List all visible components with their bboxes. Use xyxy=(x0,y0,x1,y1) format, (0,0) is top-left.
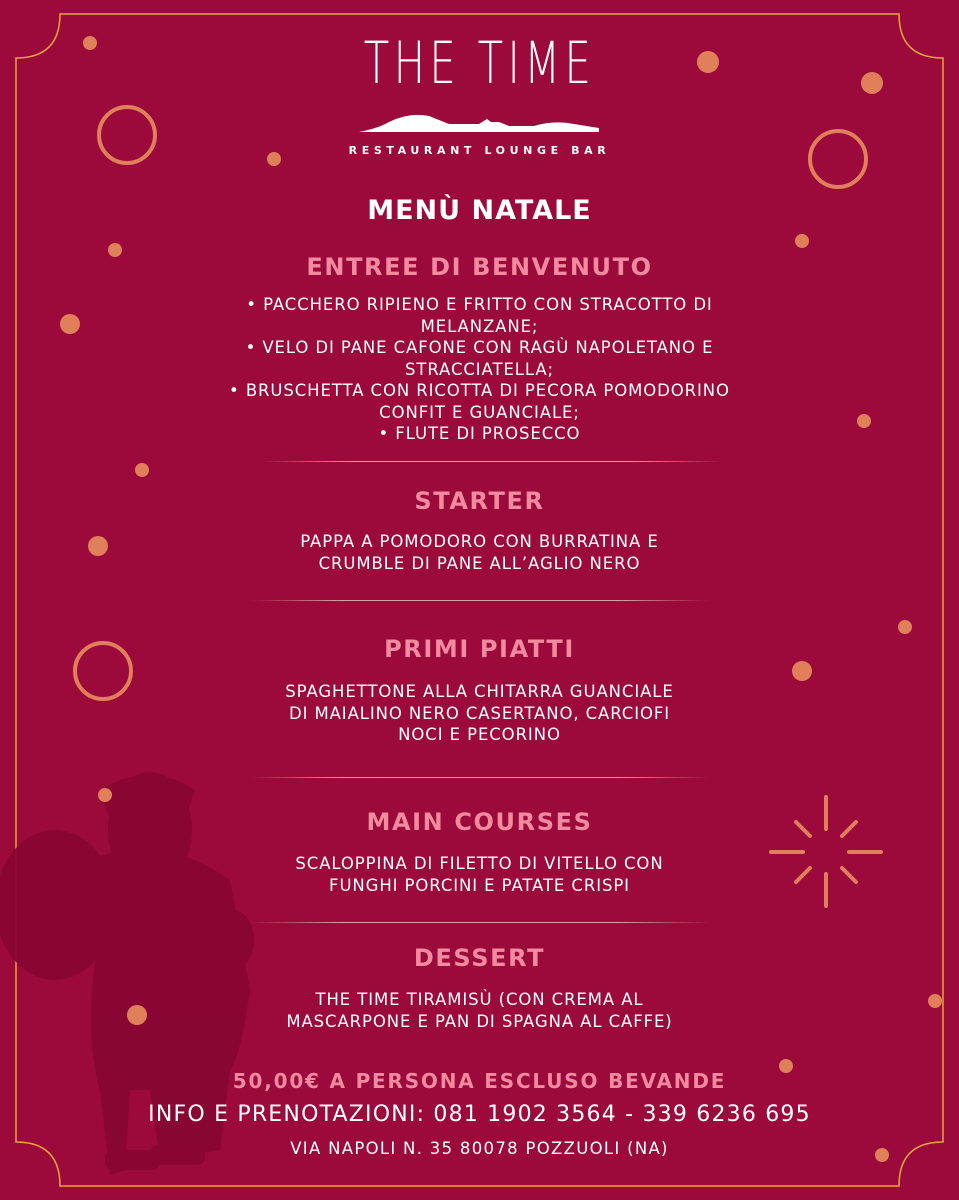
menu-line: PAPPA A POMODORO CON BURRATINA E xyxy=(300,532,659,551)
menu-line: SCALOPPINA DI FILETTO DI VITELLO CON xyxy=(295,854,664,873)
section-title-entree: ENTREE DI BENVENUTO xyxy=(306,253,653,281)
volcano-skyline-icon xyxy=(359,110,599,134)
menu-line: • FLUTE DI PROSECCO xyxy=(378,424,581,443)
menu-line: STRACCIATELLA; xyxy=(405,359,554,379)
menu-title: MENÙ NATALE xyxy=(367,195,592,226)
menu-line: • PACCHERO RIPIENO E FRITTO CON STRACOTTO DI xyxy=(246,295,713,314)
menu-line: • VELO DI PANE CAFONE CON RAGÙ NAPOLETANO E xyxy=(245,338,714,357)
section-title-dessert: DESSERT xyxy=(413,944,546,972)
menu-line: NOCI E PECORINO xyxy=(398,725,561,744)
booking-info: INFO E PRENOTAZIONI: 081 1902 3564 - 339 6236 695 xyxy=(148,1102,811,1127)
brand-logo-title: THE TIME xyxy=(363,29,596,97)
section-divider xyxy=(250,600,710,601)
menu-line: CRUMBLE DI PANE ALL’AGLIO NERO xyxy=(318,553,641,573)
menu-line: THE TIME TIRAMISÙ (CON CREMA AL xyxy=(315,990,644,1009)
section-body-starter xyxy=(0,531,959,574)
brand-tagline: RESTAURANT LOUNGE BAR xyxy=(348,144,611,157)
menu-line: • BRUSCHETTA CON RICOTTA DI PECORA POMODORINO xyxy=(229,381,730,400)
menu-line: DI MAIALINO NERO CASERTANO, CARCIOFI xyxy=(288,703,671,723)
section-divider xyxy=(262,461,722,462)
section-title-primi: PRIMI PIATTI xyxy=(384,635,575,663)
section-title-starter: STARTER xyxy=(414,487,545,515)
section-body-dessert xyxy=(0,989,959,1032)
price-line: 50,00€ A PERSONA ESCLUSO BEVANDE xyxy=(232,1069,727,1093)
menu-line: MASCARPONE E PAN DI SPAGNA AL CAFFE) xyxy=(286,1011,673,1031)
section-body-main xyxy=(0,853,959,896)
section-title-main: MAIN COURSES xyxy=(366,808,593,836)
menu-line: FUNGHI PORCINI E PATATE CRISPI xyxy=(329,875,630,895)
section-body-entree xyxy=(0,294,959,445)
menu-line: CONFIT E GUANCIALE; xyxy=(379,402,580,422)
section-body-primi xyxy=(0,681,959,746)
address: VIA NAPOLI N. 35 80078 POZZUOLI (NA) xyxy=(290,1139,669,1158)
section-divider xyxy=(250,777,710,778)
section-divider xyxy=(250,922,710,923)
menu-line: MELANZANE; xyxy=(420,316,539,336)
menu-line: SPAGHETTONE ALLA CHITARRA GUANCIALE xyxy=(285,682,674,701)
